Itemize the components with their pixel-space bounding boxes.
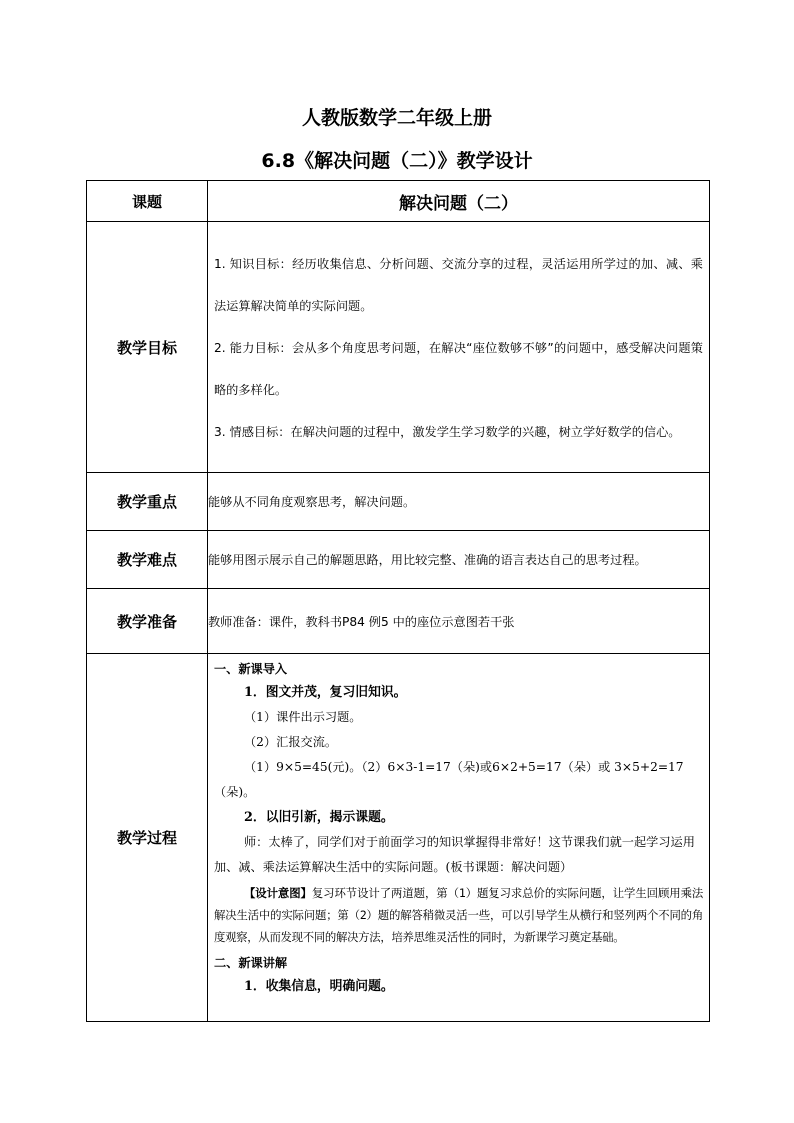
document-subtitle: 6.8《解决问题（二）》教学设计 <box>261 150 533 172</box>
label-goals: 教学目标 <box>87 222 208 473</box>
difficulty-value: 能够用图示展示自己的解题思路，用比较完整、准确的语言表达自己的思考过程。 <box>208 531 710 589</box>
label-process: 教学过程 <box>87 654 208 1022</box>
teacher-speech: 师：太棒了，同学们对于前面学习的知识掌握得非常好！这节课我们就一起学习运用加、减、乘法运算解决生活中的实际问题。(板书课题：解决问题） <box>214 835 695 874</box>
topic-value: 解决问题（二） <box>208 181 710 222</box>
key-point-value: 能够从不同角度观察思考，解决问题。 <box>208 473 710 531</box>
design-intent <box>214 882 703 948</box>
design-intent-text: 复习环节设计了两道题，第（1）题复习求总价的实际问题，让学生回顾用乘法解决生活中的实际问题；第（2）题的解答稍微灵活一些，可以引导学生从横行和竖列两个不同的角度观察，从而发现不同的解决方法，培养思维灵活性的同时，为新课学习奠定基础。 <box>214 886 703 944</box>
section-heading: 二、新课讲解 <box>214 956 288 970</box>
section-heading: 一、新课导入 <box>214 662 288 676</box>
step-heading: 1．图文并茂，复习旧知识。 <box>244 685 407 700</box>
step-heading: 1．收集信息，明确问题。 <box>244 979 394 994</box>
row-preparation <box>87 589 710 654</box>
process-content <box>208 654 709 999</box>
label-difficulty: 教学难点 <box>87 531 208 589</box>
row-process <box>87 654 710 1022</box>
process-cell <box>208 654 710 1022</box>
goals-list <box>208 242 709 453</box>
design-intent-label: 【设计意图】 <box>244 886 312 900</box>
row-topic <box>87 181 710 222</box>
goals-cell <box>208 222 710 473</box>
label-preparation: 教学准备 <box>87 589 208 654</box>
preparation-value: 教师准备：课件，教科书P84 例5 中的座位示意图若干张 <box>208 589 710 654</box>
label-topic: 课题 <box>87 181 208 222</box>
lesson-plan-table <box>86 180 710 1022</box>
answer-text: （1）9×5=45(元)。（2）6×3-1=17（朵)或6×2+5=17（朵）或 3×5+2=17（朵)。 <box>214 760 684 799</box>
label-key-point: 教学重点 <box>87 473 208 531</box>
row-difficulty <box>87 531 710 589</box>
document-title: 人教版数学二年级上册 <box>301 107 492 129</box>
goal-knowledge: 1. 知识目标：经历收集信息、分析问题、交流分享的过程，灵活运用所学过的加、减、乘法运算解决简单的实际问题。 <box>214 256 703 313</box>
goal-emotion: 3. 情感目标：在解决问题的过程中，激发学生学习数学的兴趣，树立学好数学的信心。 <box>214 424 681 439</box>
row-key-point <box>87 473 710 531</box>
step-heading: 2．以旧引新，揭示课题。 <box>244 810 394 825</box>
goal-ability: 2. 能力目标：会从多个角度思考问题，在解决“座位数够不够”的问题中，感受解决问题策略的多样化。 <box>214 340 703 397</box>
row-goals <box>87 222 710 473</box>
process-line: （2）汇报交流。 <box>244 735 338 749</box>
process-line: （1）课件出示习题。 <box>244 710 362 724</box>
